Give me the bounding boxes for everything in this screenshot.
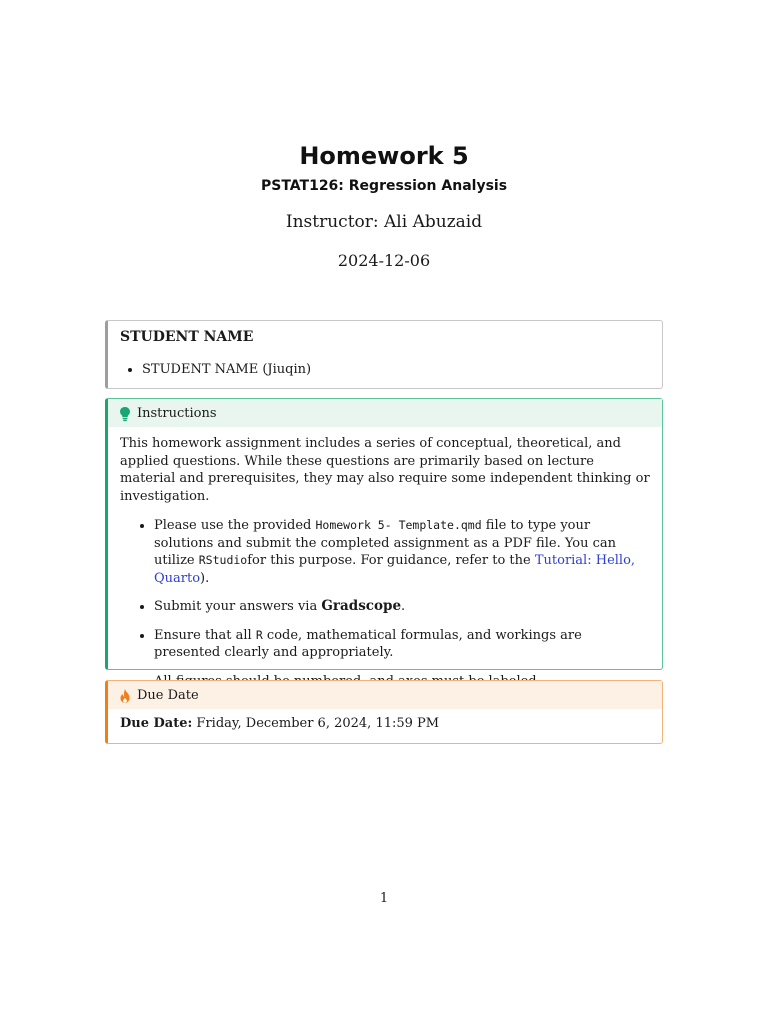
document-title: Homework 5 — [299, 142, 469, 170]
student-callout-heading: STUDENT NAME — [120, 329, 254, 345]
due-date-label: Due Date: — [120, 716, 193, 731]
instructions-callout-header — [108, 399, 662, 427]
rstudio-code: RStudio — [198, 553, 248, 567]
due-date-callout-title: Due Date — [137, 688, 199, 704]
instruction-item-template: • Please use the provided Homework 5- Template.qmd file to type your solutions and submit the completed assignment as a PDF file. You can utilize RStudiofor this purpose. For guidance, refer to the Tutorial: Hello, Quarto). — [154, 517, 650, 587]
instructions-list — [120, 517, 650, 690]
due-date-callout-header — [108, 681, 662, 709]
document-date: 2024-12-06 — [337, 251, 431, 270]
instruction-item-presentation: • Ensure that all R code, mathematical formulas, and workings are presented clearly and appropriately. — [154, 627, 650, 662]
lightbulb-icon — [118, 406, 132, 422]
student-list — [108, 361, 662, 379]
gradscope-emphasis: Gradscope — [321, 598, 402, 614]
due-date-value: Friday, December 6, 2024, 11:59 PM — [192, 716, 440, 731]
instructions-intro: This homework assignment includes a series of conceptual, theoretical, and applied questions. While these questions are primarily based on lecture material and prerequisites, they may also require some independent thinking or investigation. — [120, 436, 650, 504]
r-code: R — [255, 627, 263, 642]
template-filename: Homework 5- Template.qmd — [315, 518, 482, 532]
document-subtitle: PSTAT126: Regression Analysis — [260, 178, 508, 194]
instructions-callout — [105, 398, 663, 670]
instruction-item-submit: • Submit your answers via Gradscope. — [154, 598, 650, 616]
instructor-line: Instructor: Ali Abuzaid — [285, 212, 483, 232]
page-number: 1 — [379, 891, 389, 906]
student-list-item: • STUDENT NAME (Jiuqin) — [142, 361, 662, 379]
student-name-callout — [105, 320, 663, 389]
due-date-callout — [105, 680, 663, 744]
fire-icon — [118, 688, 132, 704]
instructions-callout-title: Instructions — [137, 406, 217, 422]
tutorial-link[interactable]: Tutorial: Hello, Quarto — [154, 553, 636, 586]
